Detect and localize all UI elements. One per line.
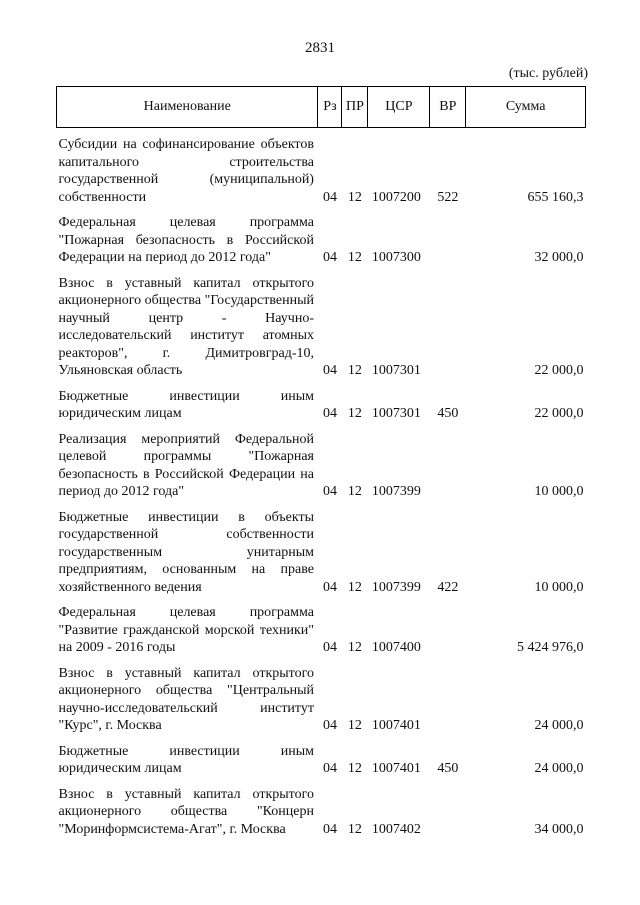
row-rz: 04: [322, 579, 337, 595]
row-sum: 5 424 976,0: [517, 640, 584, 655]
row-sum: 22 000,0: [534, 406, 584, 421]
row-vr: [430, 206, 466, 267]
row-sum: 10 000,0: [534, 484, 584, 499]
row-pr: 12: [347, 406, 362, 421]
row-name: Реализация мероприятий Федеральной целевой программы "Пожарная безопасность в Российской Федерации на период до 2012 года": [58, 431, 314, 499]
row-rz: 04: [322, 484, 337, 499]
row-pr: 12: [347, 640, 362, 655]
row-sum: 32 000,0: [534, 250, 584, 265]
row-rz: 04: [322, 363, 337, 378]
row-sum: 10 000,0: [534, 579, 584, 595]
row-sum: 24 000,0: [534, 718, 584, 733]
row-pr: 12: [347, 579, 362, 595]
row-name: Субсидии на софинансирование объектов капитального строительства государственной (муниципальной) собственности: [58, 137, 314, 205]
row-pr: 12: [347, 189, 362, 205]
row-sum: 655 160,3: [527, 189, 584, 205]
row-csr: 1007402: [371, 821, 421, 837]
row-name: Бюджетные инвестиции иным юридическим лицам: [58, 743, 314, 776]
row-vr: 422: [437, 579, 459, 595]
row-pr: 12: [347, 718, 362, 733]
table-row: [57, 380, 586, 423]
row-sum: 24 000,0: [534, 761, 584, 776]
table-row: [57, 206, 586, 267]
row-name: Взнос в уставный капитал открытого акционерного общества "Центральный научно-исследовательский институт "Курс", г. Москва: [58, 665, 314, 733]
row-rz: 04: [322, 718, 337, 733]
table-header-row: [57, 87, 586, 128]
row-name: Взнос в уставный капитал открытого акционерного общества "Государственный научный центр - Научно-исследовательский институт атомных реакторов", г. Димитровград-10, Ульяновская область: [58, 275, 314, 378]
row-pr: 12: [347, 484, 362, 499]
row-pr: 12: [347, 821, 362, 837]
table-row: [57, 657, 586, 735]
row-vr: 450: [437, 761, 459, 776]
header-vr: ВР: [430, 87, 466, 128]
row-csr: 1007401: [371, 761, 421, 776]
row-rz: 04: [322, 406, 337, 421]
table-row: [57, 128, 586, 207]
budget-table: [56, 86, 586, 838]
row-rz: 04: [322, 761, 337, 776]
table-body: [57, 128, 586, 839]
table-row: [57, 423, 586, 501]
row-vr: [430, 657, 466, 735]
row-name: Федеральная целевая программа "Пожарная безопасность в Российской Федерации на период до 2012 года": [58, 215, 314, 265]
row-name: Федеральная целевая программа "Развитие гражданской морской техники" на 2009 - 2016 годы: [58, 605, 314, 655]
row-rz: 04: [322, 821, 337, 837]
header-pr: ПР: [342, 87, 368, 128]
row-vr: 450: [437, 406, 459, 421]
row-rz: 04: [322, 640, 337, 655]
row-pr: 12: [347, 250, 362, 265]
row-sum: 34 000,0: [534, 821, 584, 837]
row-vr: [430, 596, 466, 657]
row-vr: [430, 267, 466, 380]
row-csr: 1007399: [371, 579, 421, 595]
table-row: [57, 267, 586, 380]
row-pr: 12: [347, 761, 362, 776]
row-vr: 522: [437, 189, 459, 205]
row-csr: 1007200: [371, 189, 421, 205]
row-csr: 1007399: [371, 484, 421, 499]
row-pr: 12: [347, 363, 362, 378]
row-csr: 1007400: [371, 640, 421, 655]
units-label: (тыс. рублей): [508, 66, 588, 81]
row-name: Бюджетные инвестиции иным юридическим лицам: [58, 388, 314, 421]
row-vr: [430, 423, 466, 501]
header-name: Наименование: [57, 87, 318, 128]
table-row: [57, 778, 586, 839]
row-rz: 04: [322, 189, 337, 205]
header-sum: Сумма: [466, 87, 586, 128]
table-row: [57, 735, 586, 778]
header-rz: Рз: [318, 87, 342, 128]
row-name: Взнос в уставный капитал открытого акционерного общества "Концерн "Моринформсистема-Агат", г. Москва: [58, 786, 314, 837]
page-number: 2831: [305, 40, 335, 56]
table-row: [57, 596, 586, 657]
row-vr: [430, 778, 466, 839]
row-csr: 1007300: [371, 250, 421, 265]
row-csr: 1007301: [371, 406, 421, 421]
row-name: Бюджетные инвестиции в объекты государственной собственности государственным унитарным предприятиям, основанным на праве хозяйственного ведения: [58, 509, 314, 595]
row-csr: 1007301: [371, 363, 421, 378]
row-sum: 22 000,0: [534, 363, 584, 378]
header-csr: ЦСР: [368, 87, 430, 128]
row-rz: 04: [322, 250, 337, 265]
row-csr: 1007401: [371, 718, 421, 733]
table-row: [57, 501, 586, 597]
